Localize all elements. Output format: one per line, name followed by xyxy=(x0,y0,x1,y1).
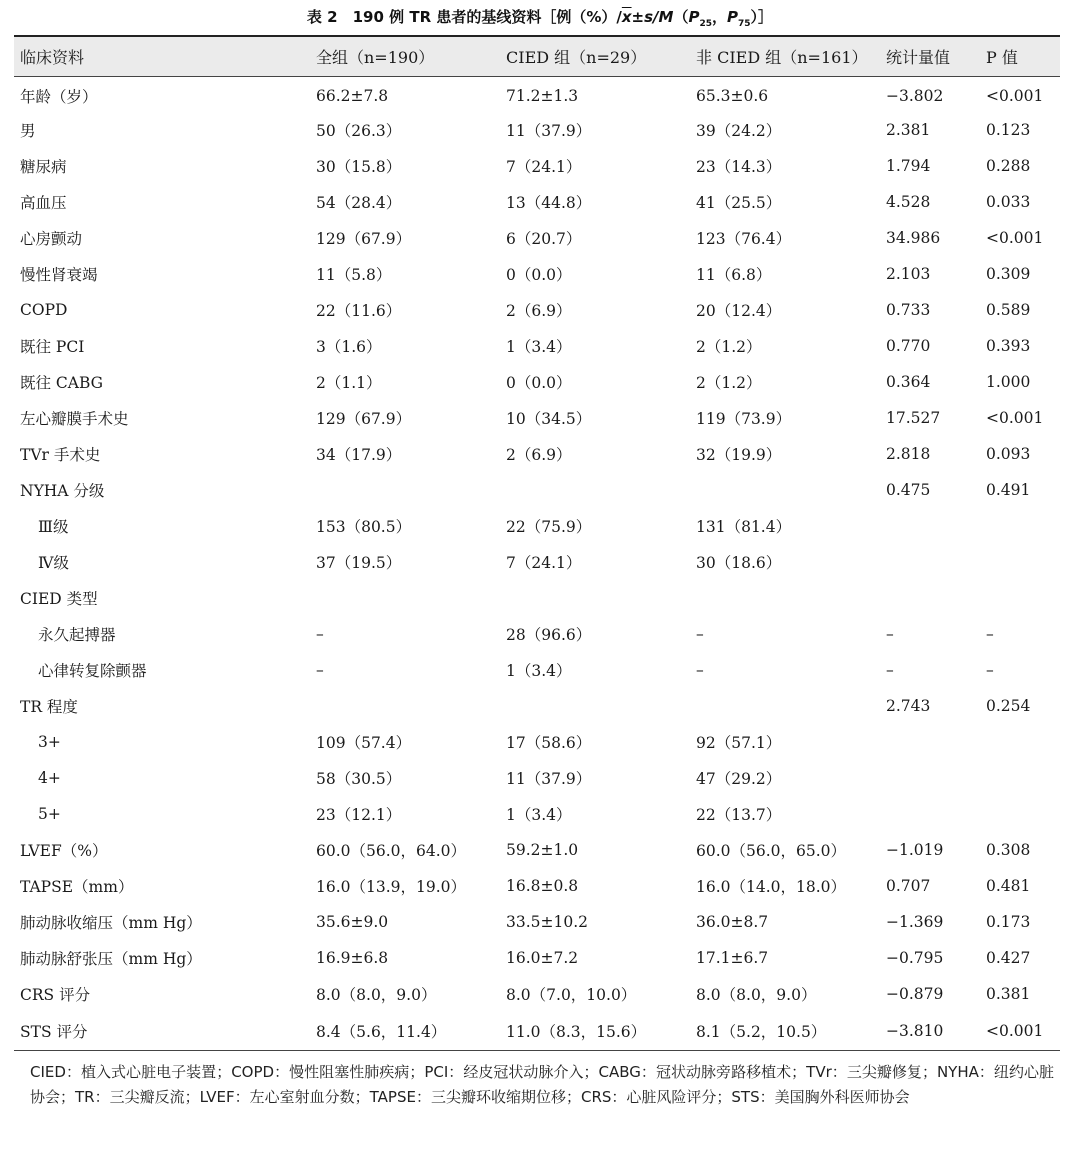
cell-cied: 33.5±10.2 xyxy=(506,913,589,931)
baseline-table xyxy=(14,35,1060,1051)
cell-total: 129（67.9） xyxy=(316,230,412,248)
cell-noncied: – xyxy=(696,661,704,679)
cell-item: 高血压 xyxy=(20,194,67,212)
table-row xyxy=(14,796,1060,832)
cell-total xyxy=(310,580,500,616)
cell-total: – xyxy=(316,661,324,679)
cell-p: 1.000 xyxy=(986,373,1031,391)
cell-cied: 7（24.1） xyxy=(506,158,582,176)
cell-noncied: 47（29.2） xyxy=(696,770,782,788)
header-noncied: 非 CIED 组（n=161） xyxy=(696,47,868,67)
cell-cied: 6（20.7） xyxy=(506,230,582,248)
table-row xyxy=(14,1012,1060,1050)
cell-cied: 2（6.9） xyxy=(506,446,572,464)
cell-stat: 0.364 xyxy=(886,373,931,391)
cell-stat: 1.794 xyxy=(886,157,931,175)
cell-noncied: 23（14.3） xyxy=(696,158,782,176)
table-row xyxy=(14,832,1060,868)
cell-stat: 2.743 xyxy=(886,697,931,715)
cell-stat: −1.369 xyxy=(886,913,944,931)
cell-item: 慢性肾衰竭 xyxy=(20,266,98,284)
cell-item: STS 评分 xyxy=(20,1022,88,1041)
table-row xyxy=(14,508,1060,544)
cell-total: 58（30.5） xyxy=(316,770,402,788)
cell-item: CIED 类型 xyxy=(20,590,98,608)
cell-stat: 17.527 xyxy=(886,409,941,427)
table-row xyxy=(14,760,1060,796)
cell-p: 0.309 xyxy=(986,265,1031,283)
cell-stat: 2.103 xyxy=(886,265,931,283)
cell-noncied: 131（81.4） xyxy=(696,518,792,536)
cell-p xyxy=(980,796,1060,832)
cell-p: 0.308 xyxy=(986,841,1031,859)
table-row xyxy=(14,652,1060,688)
cell-item: 4+ xyxy=(38,769,61,787)
cell-stat: 2.818 xyxy=(886,445,931,463)
cell-total: 2（1.1） xyxy=(316,374,382,392)
cell-total: 35.6±9.0 xyxy=(316,913,389,931)
cell-item: Ⅲ级 xyxy=(38,518,69,536)
cell-p: 0.381 xyxy=(986,985,1031,1003)
cell-p xyxy=(980,724,1060,760)
cell-p: 0.481 xyxy=(986,877,1031,895)
cell-cied xyxy=(500,472,690,508)
cell-total: 54（28.4） xyxy=(316,194,402,212)
cell-p: 0.288 xyxy=(986,157,1031,175)
cell-p: 0.393 xyxy=(986,337,1031,355)
cell-cied xyxy=(500,688,690,724)
cell-p xyxy=(980,580,1060,616)
cell-noncied: 8.1（5.2，10.5） xyxy=(696,1022,827,1041)
cell-noncied xyxy=(690,688,880,724)
cell-item: 既往 CABG xyxy=(20,374,104,392)
cell-cied: 8.0（7.0，10.0） xyxy=(506,986,637,1004)
cell-stat xyxy=(880,544,980,580)
cell-stat: – xyxy=(886,661,894,679)
cell-stat xyxy=(880,508,980,544)
cell-total: 3（1.6） xyxy=(316,338,382,356)
cell-total: 34（17.9） xyxy=(316,446,402,464)
cell-noncied: 92（57.1） xyxy=(696,734,782,752)
cell-noncied: 30（18.6） xyxy=(696,554,782,572)
cell-p: <0.001 xyxy=(986,229,1044,247)
cell-stat xyxy=(880,796,980,832)
header-item: 临床资料 xyxy=(20,47,85,67)
cell-stat xyxy=(880,760,980,796)
cell-item: 5+ xyxy=(38,805,61,823)
cell-cied: 11.0（8.3，15.6） xyxy=(506,1022,647,1041)
cell-item: 永久起搏器 xyxy=(38,626,116,644)
cell-noncied: 22（13.7） xyxy=(696,806,782,824)
cell-stat: – xyxy=(886,625,894,643)
cell-total: 60.0（56.0，64.0） xyxy=(316,842,467,860)
cell-stat: 2.381 xyxy=(886,121,931,139)
cell-stat: −1.019 xyxy=(886,841,944,859)
cell-cied: 10（34.5） xyxy=(506,410,592,428)
cell-noncied xyxy=(690,472,880,508)
cell-total: 109（57.4） xyxy=(316,734,412,752)
cell-cied: 28（96.6） xyxy=(506,626,592,644)
cell-cied: 1（3.4） xyxy=(506,338,572,356)
table-row xyxy=(14,544,1060,580)
footnote: CIED：植入式心脏电子装置；COPD：慢性阻塞性肺疾病；PCI：经皮冠状动脉介入；CABG：冠状动脉旁路移植术；TVr：三尖瓣修复；NYHA：纽约心脏协会；TR：三尖瓣反流；LVEF：左心室射血分数；TAPSE：三尖瓣环收缩期位移；CRS：心脏风险评分；STS：美国胸外科医师协会 xyxy=(30,1063,1054,1106)
cell-total: 30（15.8） xyxy=(316,158,402,176)
cell-p: <0.001 xyxy=(986,409,1044,427)
cell-total: 153（80.5） xyxy=(316,518,412,536)
cell-cied: 16.8±0.8 xyxy=(506,877,579,895)
cell-item: 心律转复除颤器 xyxy=(38,662,147,680)
cell-noncied: 20（12.4） xyxy=(696,302,782,320)
cell-cied: 59.2±1.0 xyxy=(506,841,579,859)
cell-total: 22（11.6） xyxy=(316,302,402,320)
cell-total: 8.0（8.0，9.0） xyxy=(316,986,437,1004)
cell-noncied: 41（25.5） xyxy=(696,194,782,212)
table-row xyxy=(14,616,1060,652)
cell-noncied: 119（73.9） xyxy=(696,410,792,428)
cell-item: 男 xyxy=(20,122,36,140)
cell-item: TAPSE（mm） xyxy=(20,878,134,896)
cell-total: 37（19.5） xyxy=(316,554,402,572)
cell-cied: 71.2±1.3 xyxy=(506,87,579,106)
cell-total: 16.9±6.8 xyxy=(316,949,389,967)
cell-cied: 0（0.0） xyxy=(506,266,572,284)
cell-cied: 22（75.9） xyxy=(506,518,592,536)
cell-p: 0.254 xyxy=(986,697,1031,715)
cell-cied: 1（3.4） xyxy=(506,662,572,680)
cell-p xyxy=(980,760,1060,796)
table-row xyxy=(14,868,1060,904)
table-row xyxy=(14,472,1060,508)
cell-noncied: 17.1±6.7 xyxy=(696,949,769,967)
header-cied: CIED 组（n=29） xyxy=(506,47,647,67)
cell-p: <0.001 xyxy=(986,1021,1044,1040)
cell-total: 8.4（5.6，11.4） xyxy=(316,1022,447,1041)
table-row xyxy=(14,148,1060,184)
cell-p: 0.123 xyxy=(986,121,1031,139)
cell-p: <0.001 xyxy=(986,87,1044,106)
cell-stat: −3.810 xyxy=(886,1021,944,1040)
cell-total: 129（67.9） xyxy=(316,410,412,428)
cell-p: 0.589 xyxy=(986,301,1031,319)
cell-total: 50（26.3） xyxy=(316,122,402,140)
cell-noncied: 11（6.8） xyxy=(696,266,772,284)
table-row xyxy=(14,580,1060,616)
cell-item: 年龄（岁） xyxy=(20,88,98,107)
cell-stat xyxy=(880,724,980,760)
cell-cied: 17（58.6） xyxy=(506,734,592,752)
cell-item: LVEF（%） xyxy=(20,842,108,860)
cell-total: 66.2±7.8 xyxy=(316,87,389,106)
cell-item: 左心瓣膜手术史 xyxy=(20,410,129,428)
cell-item: 既往 PCI xyxy=(20,338,85,356)
cell-total: – xyxy=(316,625,324,643)
table-body xyxy=(14,76,1060,1050)
cell-cied: 11（37.9） xyxy=(506,770,592,788)
cell-item: Ⅳ级 xyxy=(38,554,69,572)
cell-noncied xyxy=(690,580,880,616)
cell-stat: 4.528 xyxy=(886,193,931,211)
cell-noncied: 123（76.4） xyxy=(696,230,792,248)
cell-stat: −3.802 xyxy=(886,87,944,106)
cell-p: 0.093 xyxy=(986,445,1031,463)
cell-total: 11（5.8） xyxy=(316,266,392,284)
cell-cied: 7（24.1） xyxy=(506,554,582,572)
table-row xyxy=(14,184,1060,220)
cell-item: 心房颤动 xyxy=(20,230,83,248)
cell-stat: −0.795 xyxy=(886,949,944,967)
cell-item: NYHA 分级 xyxy=(20,482,105,500)
cell-p: – xyxy=(986,625,994,643)
table-row xyxy=(14,76,1060,112)
cell-item: 糖尿病 xyxy=(20,158,67,176)
cell-cied xyxy=(500,580,690,616)
cell-stat: −0.879 xyxy=(886,985,944,1003)
cell-noncied: 32（19.9） xyxy=(696,446,782,464)
header-p: P 值 xyxy=(986,47,1018,67)
table-row xyxy=(14,256,1060,292)
cell-p: 0.427 xyxy=(986,949,1031,967)
cell-total: 23（12.1） xyxy=(316,806,402,824)
cell-stat: 0.707 xyxy=(886,877,931,895)
cell-noncied: 39（24.2） xyxy=(696,122,782,140)
cell-stat: 0.770 xyxy=(886,337,931,355)
cell-p xyxy=(980,508,1060,544)
cell-p: 0.033 xyxy=(986,193,1031,211)
table-row xyxy=(14,904,1060,940)
table-row xyxy=(14,976,1060,1012)
cell-noncied: – xyxy=(696,625,704,643)
table-row xyxy=(14,436,1060,472)
table-row xyxy=(14,112,1060,148)
cell-cied: 2（6.9） xyxy=(506,302,572,320)
cell-p: – xyxy=(986,661,994,679)
header-total: 全组（n=190） xyxy=(316,47,435,67)
header-stat: 统计量值 xyxy=(886,47,951,67)
cell-total: 16.0（13.9，19.0） xyxy=(316,878,467,896)
cell-stat: 0.733 xyxy=(886,301,931,319)
table-row xyxy=(14,292,1060,328)
cell-noncied: 65.3±0.6 xyxy=(696,87,769,106)
cell-noncied: 16.0（14.0，18.0） xyxy=(696,878,847,896)
cell-p: 0.173 xyxy=(986,913,1031,931)
cell-noncied: 2（1.2） xyxy=(696,338,762,356)
cell-item: 肺动脉收缩压（mm Hg） xyxy=(20,914,202,932)
cell-p: 0.491 xyxy=(986,481,1031,499)
cell-item: TVr 手术史 xyxy=(20,446,101,464)
cell-stat: 34.986 xyxy=(886,229,941,247)
table-row xyxy=(14,328,1060,364)
table-row xyxy=(14,724,1060,760)
table-title: 表 2 190 例 TR 患者的基线资料［例$(\%)/\overline{x}\pm s/M(P_{25}$，$P_{75})]$ xyxy=(306,8,774,29)
cell-noncied: 60.0（56.0，65.0） xyxy=(696,842,847,860)
table-row xyxy=(14,688,1060,724)
cell-cied: 13（44.8） xyxy=(506,194,592,212)
cell-item: TR 程度 xyxy=(20,698,78,716)
cell-noncied: 36.0±8.7 xyxy=(696,913,769,931)
cell-item: 肺动脉舒张压（mm Hg） xyxy=(20,950,202,968)
table-row xyxy=(14,400,1060,436)
cell-item: COPD xyxy=(20,301,68,319)
cell-stat: 0.475 xyxy=(886,481,931,499)
cell-cied: 16.0±7.2 xyxy=(506,949,579,967)
cell-p xyxy=(980,544,1060,580)
table-row xyxy=(14,364,1060,400)
cell-total xyxy=(310,688,500,724)
cell-stat xyxy=(880,580,980,616)
cell-item: CRS 评分 xyxy=(20,986,91,1004)
cell-noncied: 8.0（8.0，9.0） xyxy=(696,986,817,1004)
cell-cied: 0（0.0） xyxy=(506,374,572,392)
table-header-row xyxy=(14,36,1060,76)
table-row xyxy=(14,940,1060,976)
cell-cied: 1（3.4） xyxy=(506,806,572,824)
cell-total xyxy=(310,472,500,508)
cell-cied: 11（37.9） xyxy=(506,122,592,140)
cell-noncied: 2（1.2） xyxy=(696,374,762,392)
table-row xyxy=(14,220,1060,256)
cell-item: 3+ xyxy=(38,733,61,751)
